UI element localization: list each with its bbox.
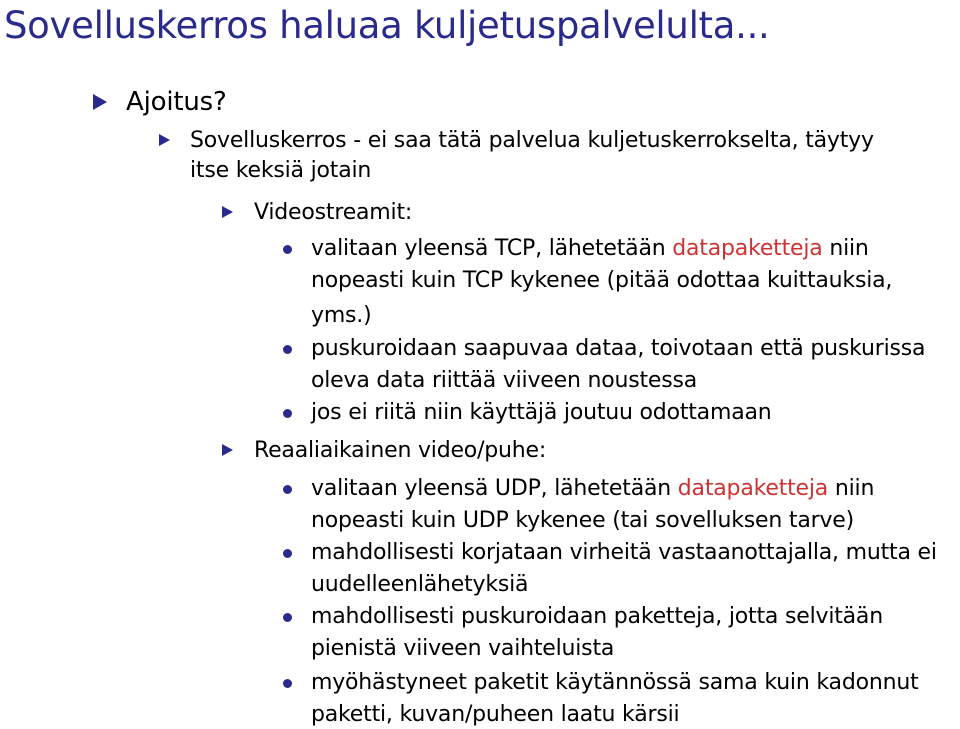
video-item-tcp-line3: yms.) (311, 303, 372, 328)
realtime-item-udp-line2: nopeasti kuin UDP kykenee (tai sovelluksen tarve) (311, 508, 855, 533)
dot-bullet-icon (283, 679, 292, 688)
datapaketteja-link: datapaketteja (677, 476, 829, 501)
video-item-tcp-line2: nopeasti kuin TCP kykenee (pitää odottaa kuittauksia, (311, 268, 893, 293)
bullet-ajoitus: Ajoitus? (126, 87, 227, 117)
video-item-wait-line1: jos ei riitä niin käyttäjä joutuu odottamaan (311, 400, 772, 425)
slide-title: Sovelluskerros haluaa kuljetuspalvelulta... (4, 4, 770, 47)
video-item-tcp-line1: valitaan yleensä TCP, lähetetään datapaketteja niin (311, 236, 869, 261)
dot-bullet-icon (283, 345, 292, 354)
realtime-item-correct-line2: uudelleenlähetyksiä (311, 572, 529, 597)
realtime-item-late-line1: myöhästyneet paketit käytännössä sama kuin kadonnut (311, 670, 919, 695)
triangle-bullet-icon (222, 206, 233, 218)
videostreams-heading: Videostreamit: (254, 200, 413, 225)
triangle-bullet-icon (222, 444, 233, 456)
realtime-item-buffer-line2: pienistä viiveen vaihteluista (311, 636, 615, 661)
realtime-item-buffer-line1: mahdollisesti puskuroidaan paketteja, jotta selvitään (311, 604, 883, 629)
realtime-item-udp-line1: valitaan yleensä UDP, lähetetään datapaketteja niin (311, 476, 875, 501)
dot-bullet-icon (283, 549, 292, 558)
realtime-item-correct-line1: mahdollisesti korjataan virheitä vastaanottajalla, mutta ei (311, 540, 937, 565)
triangle-bullet-icon (159, 134, 170, 146)
bullet-sovelluskerros-line1: Sovelluskerros - ei saa tätä palvelua kuljetuskerrokselta, täytyy (190, 128, 874, 153)
video-item-buffer-line1: puskuroidaan saapuvaa dataa, toivotaan että puskurissa (311, 336, 926, 361)
video-item-buffer-line2: oleva data riittää viiveen noustessa (311, 368, 698, 393)
dot-bullet-icon (283, 245, 292, 254)
realtime-item-late-line2: paketti, kuvan/puheen laatu kärsii (311, 702, 680, 727)
dot-bullet-icon (283, 485, 292, 494)
dot-bullet-icon (283, 409, 292, 418)
bullet-sovelluskerros-line2: itse keksiä jotain (190, 158, 372, 183)
triangle-bullet-icon (93, 94, 107, 110)
datapaketteja-link: datapaketteja (672, 236, 823, 261)
realtime-heading: Reaaliaikainen video/puhe: (254, 438, 547, 463)
dot-bullet-icon (283, 613, 292, 622)
